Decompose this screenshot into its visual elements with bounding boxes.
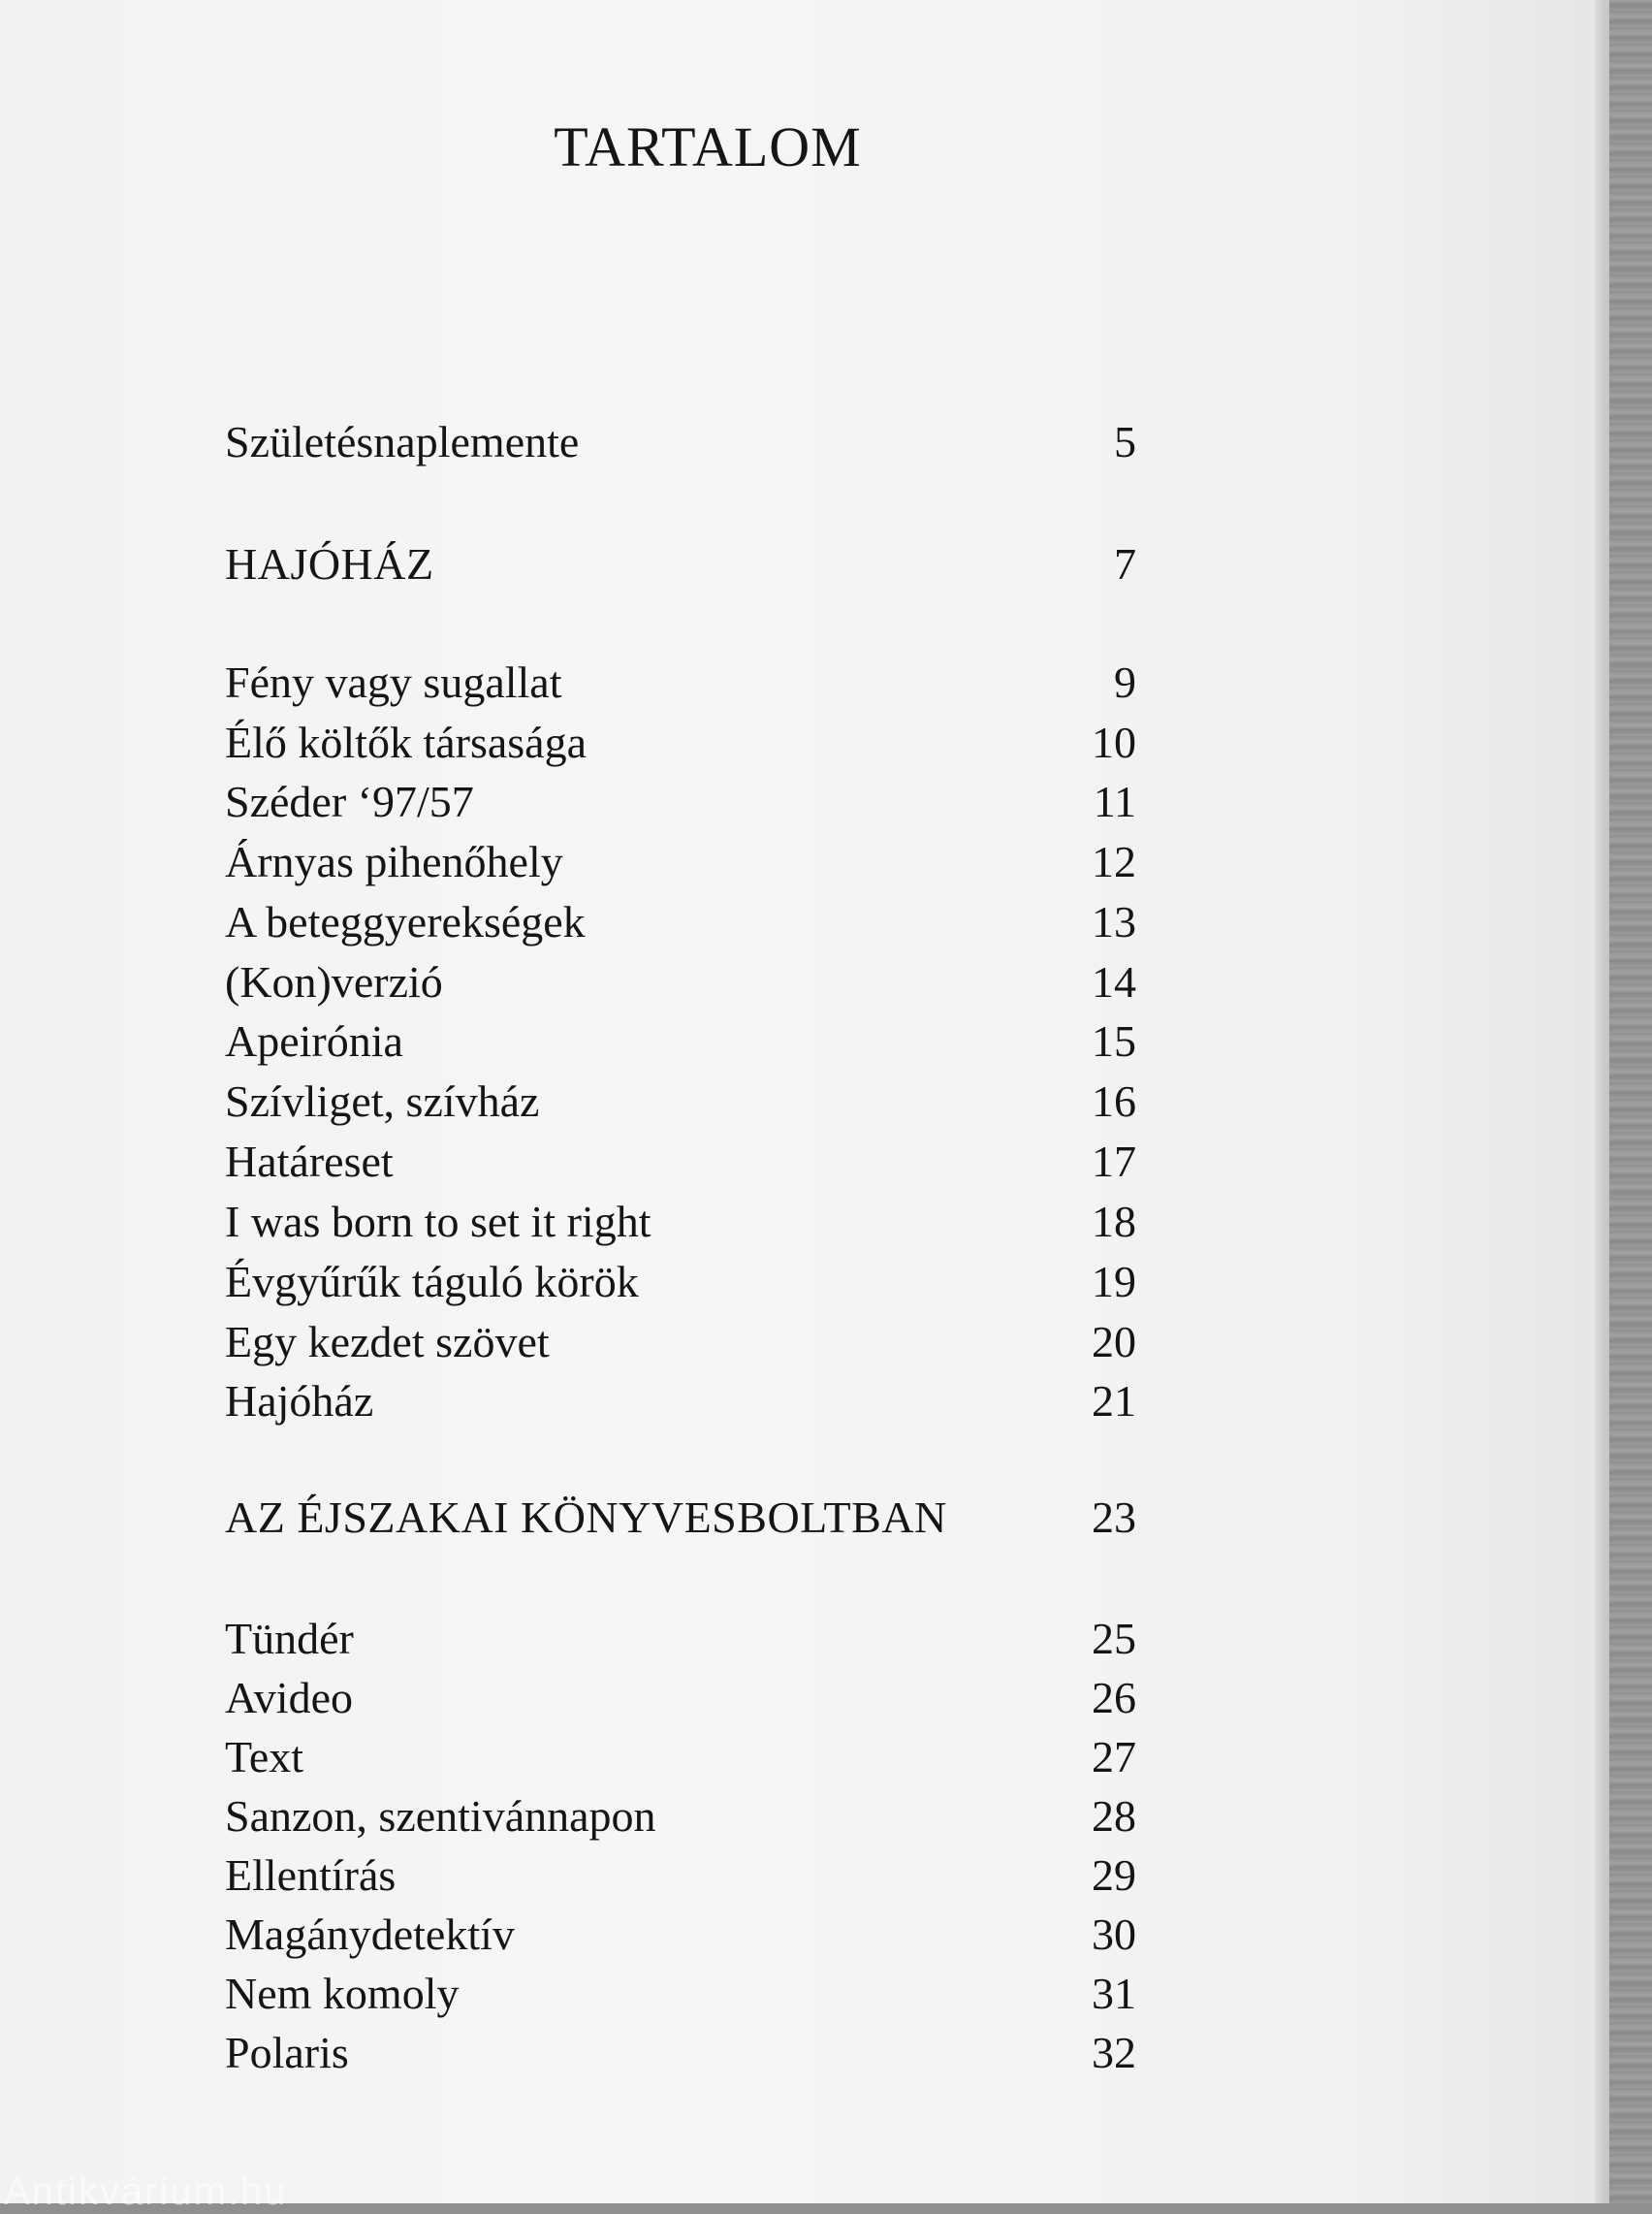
toc-entry [225, 1906, 1136, 1964]
toc-entry [225, 1073, 1136, 1131]
entry-title: Tündér [225, 1614, 354, 1663]
toc-entry [225, 953, 1136, 1011]
entry-page-number: 27 [1092, 1732, 1136, 1781]
entry-title: Szívliget, szívház [225, 1076, 540, 1126]
background-surface [1609, 0, 1652, 2203]
entry-title: Évgyűrűk táguló körök [225, 1257, 639, 1306]
toc-section-heading [225, 535, 1136, 594]
toc-entry [225, 833, 1136, 891]
entry-title: (Kon)verzió [225, 957, 443, 1007]
entry-page-number: 5 [1114, 417, 1136, 466]
entry-title: Fény vagy sugallat [225, 658, 562, 707]
entry-page-number: 31 [1092, 1969, 1136, 2018]
entry-title: Text [225, 1732, 304, 1781]
entry-title: Avideo [225, 1673, 354, 1722]
toc-entry [225, 1610, 1136, 1668]
entry-page-number: 17 [1092, 1137, 1136, 1186]
entry-page-number: 10 [1092, 718, 1136, 767]
entry-title: A beteggyerekségek [225, 897, 586, 947]
entry-title: Élő költők társasága [225, 718, 588, 767]
entry-page-number: 14 [1092, 957, 1136, 1007]
toc-entry [225, 1846, 1136, 1905]
toc-entry [225, 1133, 1136, 1191]
entry-page-number: 18 [1092, 1197, 1136, 1246]
entry-title: Születésnaplemente [225, 417, 580, 466]
entry-page-number: 32 [1092, 2028, 1136, 2077]
entry-page-number: 11 [1093, 777, 1136, 826]
entry-page-number: 23 [1092, 1492, 1136, 1542]
toc-entry [225, 773, 1136, 831]
entry-page-number: 7 [1114, 539, 1136, 589]
toc-entry [225, 1193, 1136, 1251]
toc-entry [225, 2024, 1136, 2082]
entry-title: Egy kezdet szövet [225, 1317, 550, 1366]
toc-entry [225, 714, 1136, 772]
page-edge [1595, 0, 1609, 2203]
entry-page-number: 13 [1092, 897, 1136, 947]
entry-page-number: 9 [1114, 658, 1136, 707]
toc-entry [225, 1787, 1136, 1845]
entry-title: Széder ‘97/57 [225, 777, 474, 826]
toc-entry [225, 893, 1136, 951]
entry-title: Polaris [225, 2028, 349, 2077]
section-title: AZ ÉJSZAKAI KÖNYVESBOLTBAN [225, 1492, 947, 1542]
section-title: HAJÓHÁZ [225, 539, 434, 589]
entry-title: Hajóház [225, 1376, 374, 1426]
entry-title: Ellentírás [225, 1850, 397, 1900]
entry-page-number: 20 [1092, 1317, 1136, 1366]
entry-page-number: 12 [1092, 837, 1136, 886]
toc-section-heading [225, 1489, 1136, 1547]
entry-page-number: 26 [1092, 1673, 1136, 1722]
entry-title: Árnyas pihenőhely [225, 837, 563, 886]
page-title: TARTALOM [554, 115, 862, 178]
entry-title: Sanzon, szentivánnapon [225, 1791, 656, 1841]
toc-entry [225, 1313, 1136, 1371]
toc-entry [225, 1372, 1136, 1430]
entry-title: Határeset [225, 1137, 394, 1186]
entry-page-number: 19 [1092, 1257, 1136, 1306]
entry-title: Magánydetektív [225, 1909, 515, 1959]
toc-entry [225, 1012, 1136, 1071]
toc-entry [225, 1253, 1136, 1311]
toc-entry [225, 654, 1136, 712]
toc-entry [225, 413, 1136, 471]
entry-page-number: 16 [1092, 1076, 1136, 1126]
entry-page-number: 28 [1092, 1791, 1136, 1841]
entry-page-number: 29 [1092, 1850, 1136, 1900]
entry-title: I was born to set it right [225, 1197, 651, 1246]
entry-page-number: 25 [1092, 1614, 1136, 1663]
entry-page-number: 21 [1092, 1376, 1136, 1426]
entry-page-number: 15 [1092, 1016, 1136, 1066]
entry-title: Apeirónia [225, 1016, 403, 1066]
entry-page-number: 30 [1092, 1909, 1136, 1959]
toc-entry [225, 1669, 1136, 1727]
toc-entry [225, 1965, 1136, 2023]
entry-title: Nem komoly [225, 1969, 460, 2018]
watermark: Antikvárium.hu [4, 2170, 288, 2213]
toc-entry [225, 1728, 1136, 1786]
